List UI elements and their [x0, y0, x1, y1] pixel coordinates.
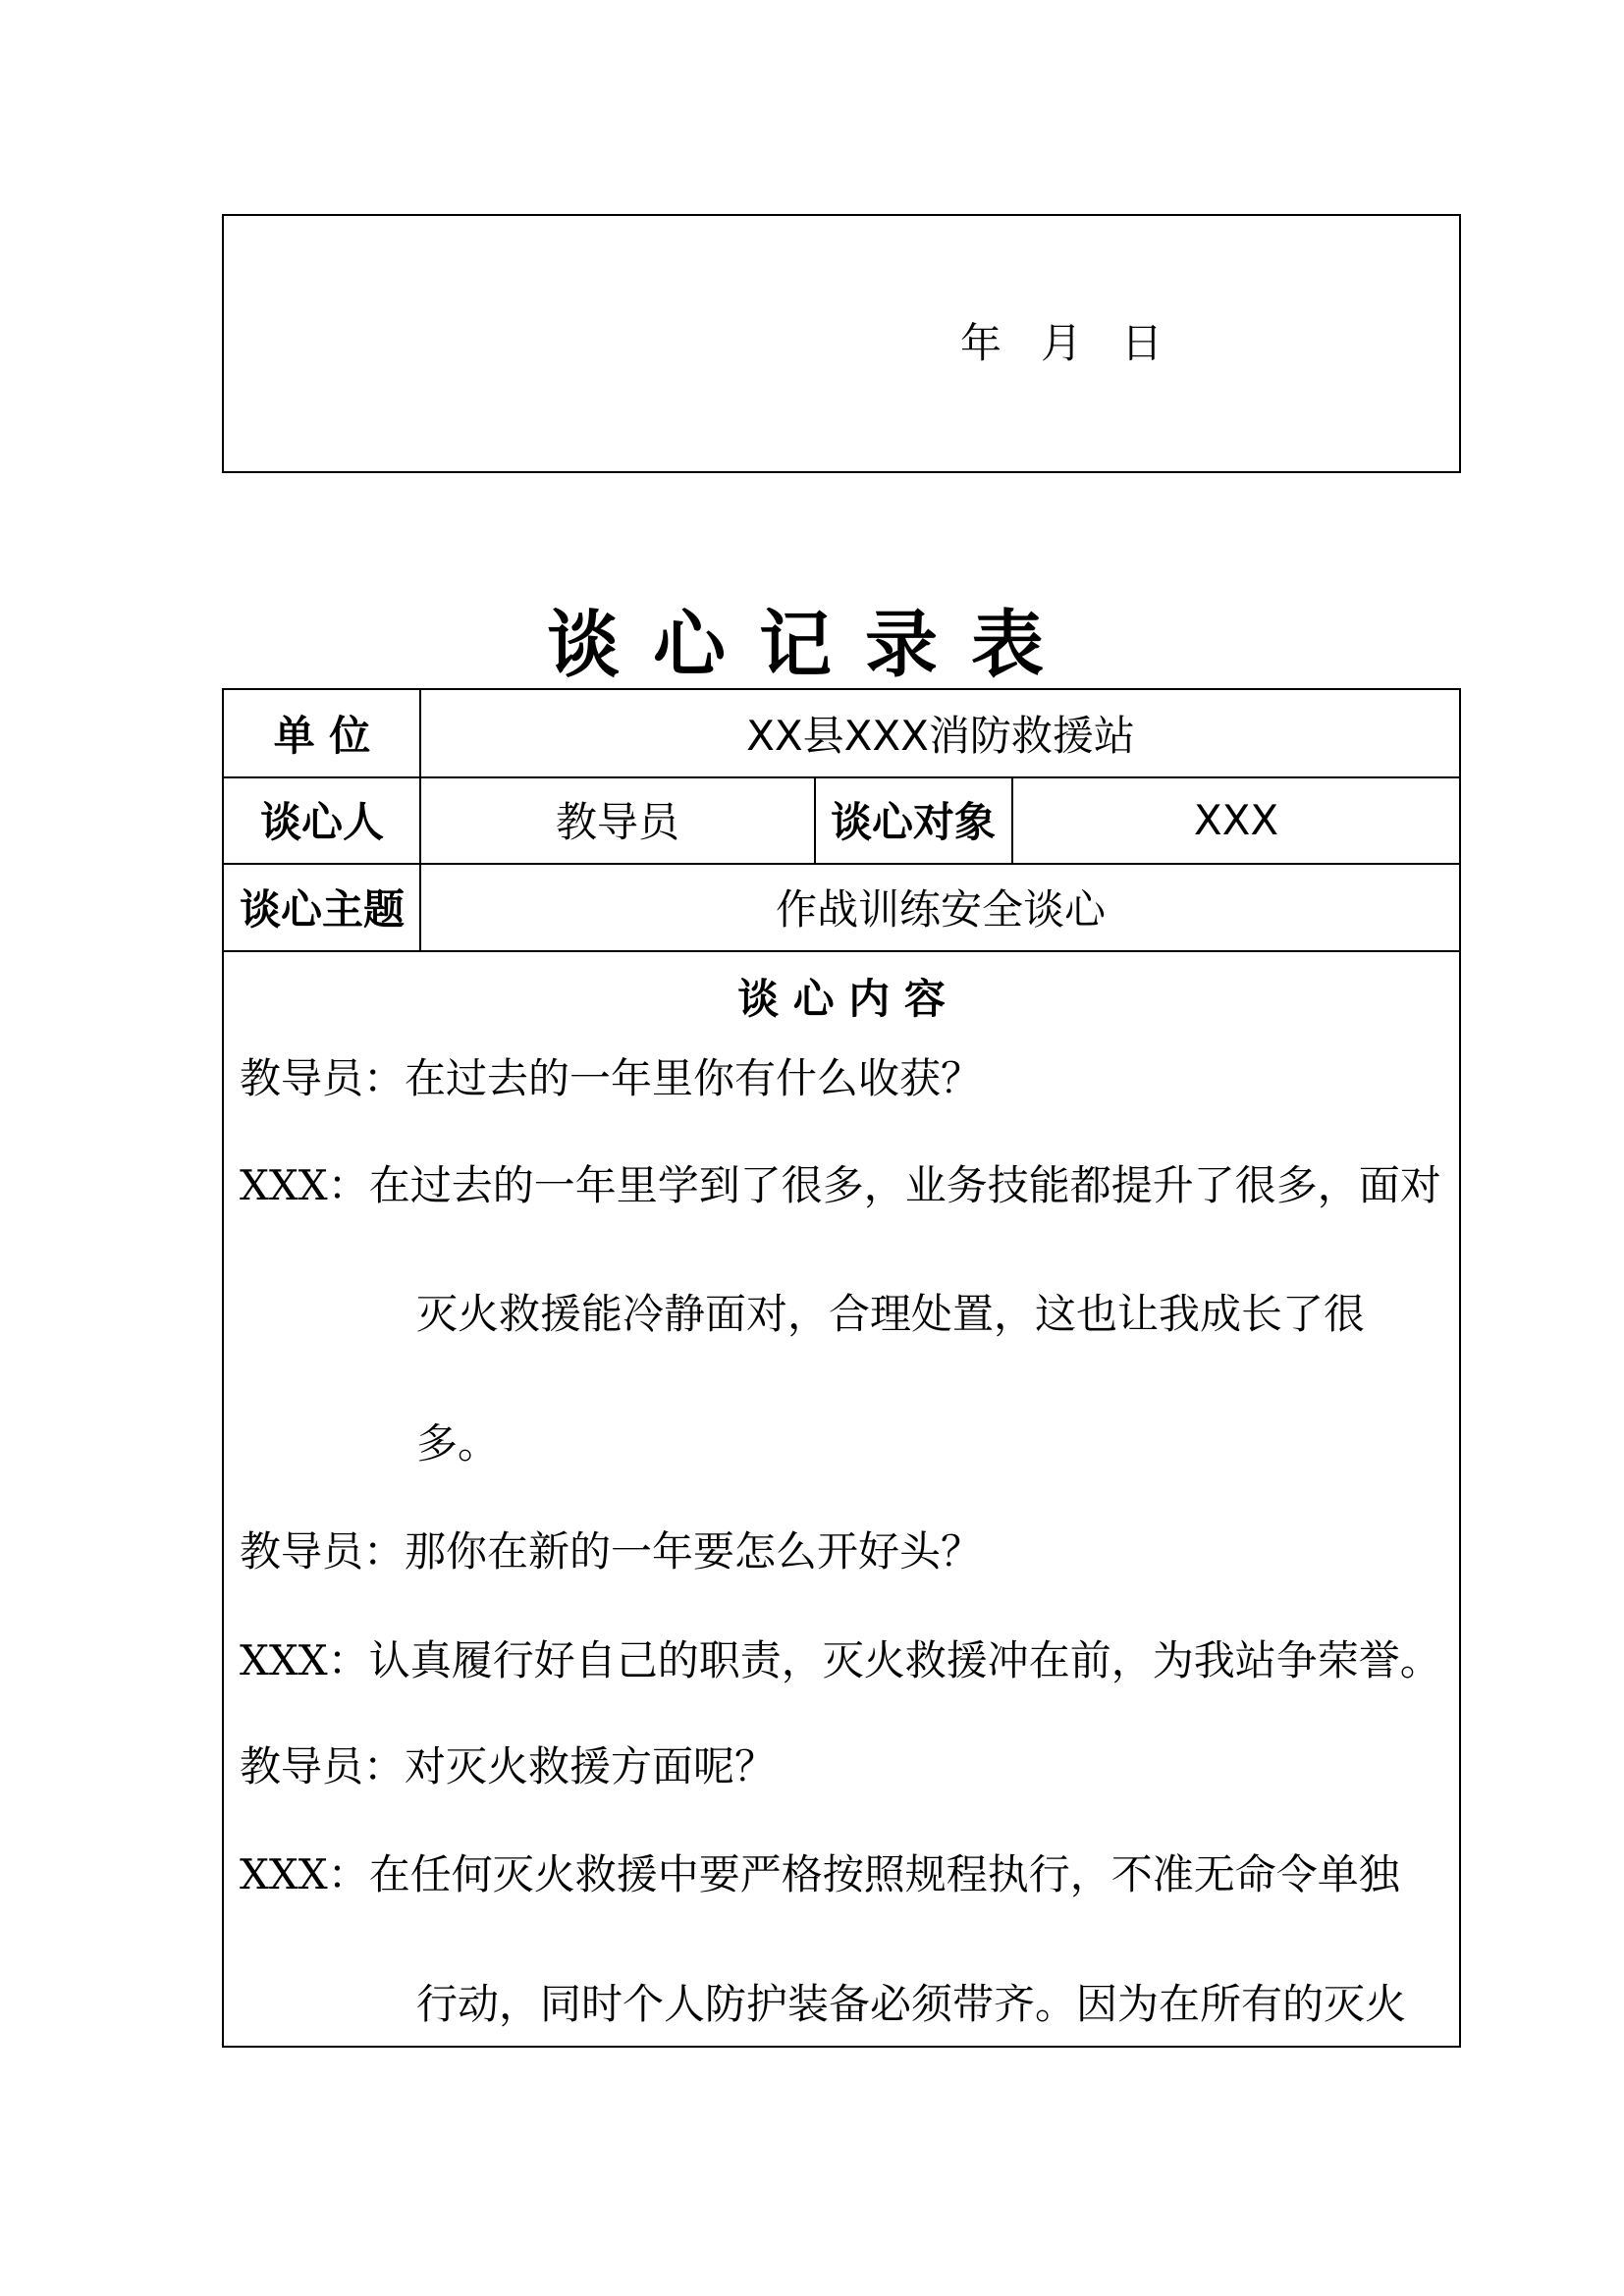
signature-date-box [222, 214, 1461, 473]
date-line [960, 319, 1202, 368]
content-line: 教导员：那你在新的一年要怎么开好头？ [240, 1527, 983, 1575]
content-line: 教导员：在过去的一年里你有什么收获？ [240, 1054, 983, 1102]
content-line: XXX：在过去的一年里学到了很多，业务技能都提升了很多，面对 [240, 1161, 1441, 1209]
date-year-label: 年 [960, 319, 1002, 367]
date-month-label: 月 [1041, 319, 1083, 367]
talker-value: 教导员 [555, 798, 679, 846]
record-table [222, 688, 1461, 2048]
unit-label: 单 位 [273, 712, 371, 760]
content-line: XXX：认真履行好自己的职责，灭火救援冲在前，为我站争荣誉。 [240, 1636, 1441, 1684]
topic-label: 谈心主题 [239, 884, 405, 934]
talker-label: 谈心人 [259, 798, 384, 846]
content-line: 行动，同时个人防护装备必须带齐。因为在所有的灭火 [416, 1980, 1407, 2028]
unit-value: XX县XXX消防救援站 [746, 712, 1135, 760]
content-line: 多。 [416, 1419, 500, 1468]
target-label: 谈心对象 [830, 798, 996, 846]
target-value: XXX [1193, 795, 1279, 844]
content-line: 灭火救援能冷静面对，合理处置，这也让我成长了很 [416, 1290, 1366, 1338]
content-label: 谈 心 内 容 [737, 975, 946, 1023]
content-line: 教导员：对灭火救援方面呢？ [240, 1742, 777, 1790]
page-title: 谈心记录表 [547, 603, 1077, 687]
date-day-label: 日 [1121, 319, 1164, 367]
topic-value: 作战训练安全谈心 [775, 884, 1106, 934]
content-line: XXX：在任何灭火救援中要严格按照规程执行，不准无命令单独 [240, 1850, 1400, 1898]
